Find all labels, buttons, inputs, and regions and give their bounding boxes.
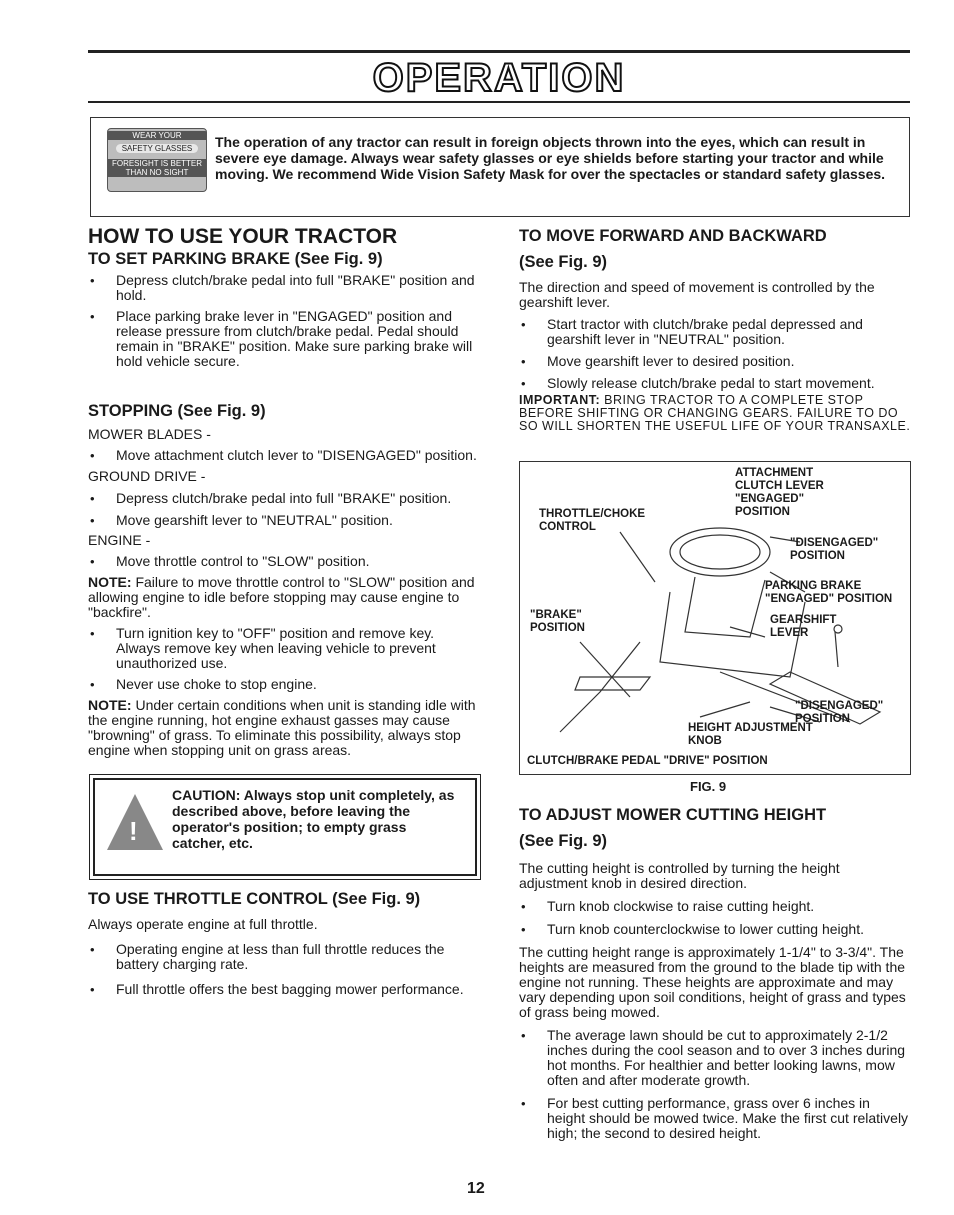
list-item: • Move throttle control to "SLOW" position. xyxy=(88,554,480,569)
list-item: • Depress clutch/brake pedal into full "BRAKE" position and hold. xyxy=(88,273,480,303)
label-attachment-lever: ATTACHMENT CLUTCH LEVER "ENGAGED" POSITION xyxy=(735,467,824,518)
list-item: • Place parking brake lever in "ENGAGED" position and release pressure from clutch/brake pedal. Pedal should remain in "BRAKE" position. Make sure parking brake will hold vehicle secure. xyxy=(88,309,480,369)
note-text: Under certain conditions when unit is standing idle with the engine running, hot engine exhaust gasses may cause "browning" of grass. To eliminate this possibility, always stop engine when stopping unit on grass areas. xyxy=(88,697,476,758)
safety-icon-line1: WEAR YOUR xyxy=(108,131,206,140)
list-item: • Full throttle offers the best bagging mower performance. xyxy=(88,982,480,997)
list-item: • Move attachment clutch lever to "DISENGAGED" position. xyxy=(88,448,480,463)
label-brake-position: "BRAKE" POSITION xyxy=(530,609,585,634)
pedal-arm-shape xyxy=(560,642,640,732)
list-item: • Operating engine at less than full throttle reduces the battery charging rate. xyxy=(88,942,480,972)
safety-icon-line3: FORESIGHT IS BETTER THAN NO SIGHT xyxy=(108,159,206,177)
note-text: Failure to move throttle control to "SLOW" position and allowing engine to idle before stopping may cause engine to "backfire". xyxy=(88,574,475,620)
how-to-use-heading: HOW TO USE YOUR TRACTOR xyxy=(88,225,398,248)
page-title: OPERATION xyxy=(372,56,626,100)
header-rule-top xyxy=(88,50,910,53)
header-rule-bottom xyxy=(88,101,910,103)
safety-icon-line2: SAFETY GLASSES xyxy=(116,144,198,153)
important-label: IMPORTANT: xyxy=(519,393,601,407)
list-item: • The average lawn should be cut to approximately 2-1/2 inches during the cool season and to over 3 inches during hot months. For healthier and better looking lawns, mow often and after moderate growth. xyxy=(519,1028,911,1088)
label-parking-brake: PARKING BRAKE "ENGAGED" POSITION xyxy=(765,580,893,605)
note-label: NOTE: xyxy=(88,697,132,713)
list-item: • Move gearshift lever to desired position. xyxy=(519,354,911,369)
stopping-heading: STOPPING (See Fig. 9) xyxy=(88,402,266,420)
list-item: • Turn knob clockwise to raise cutting height. xyxy=(519,899,911,914)
figure-9 xyxy=(519,461,911,775)
list-item: • Turn knob counterclockwise to lower cutting height. xyxy=(519,922,911,937)
label-gearshift-lever: GEARSHIFT LEVER xyxy=(770,614,837,639)
note-exhaust xyxy=(88,698,480,758)
move-section xyxy=(519,226,911,433)
label-disengaged-gearshift: "DISENGAGED" POSITION xyxy=(795,700,884,725)
label-disengaged-attachment: "DISENGAGED" POSITION xyxy=(790,537,879,562)
important-note xyxy=(519,394,911,433)
move-heading-line2: (See Fig. 9) xyxy=(519,253,608,271)
move-heading-line1: TO MOVE FORWARD AND BACKWARD xyxy=(519,227,827,245)
list-item: • Never use choke to stop engine. xyxy=(88,677,480,692)
stopping-section xyxy=(88,401,480,758)
engine-label: ENGINE - xyxy=(88,532,151,548)
parking-brake-heading: TO SET PARKING BRAKE (See Fig. 9) xyxy=(88,250,383,268)
parking-list xyxy=(88,273,480,369)
cutting-intro: The cutting height is controlled by turning the height adjustment knob in desired direction. xyxy=(519,860,840,891)
dash-panel-shape xyxy=(685,577,765,637)
cutting-heading-line2: (See Fig. 9) xyxy=(519,832,608,850)
left-column xyxy=(88,225,480,369)
list-item: • Depress clutch/brake pedal into full "BRAKE" position. xyxy=(88,491,480,506)
note-failure xyxy=(88,575,480,620)
cutting-range: The cutting height range is approximately 1-1/4" to 3-3/4". The heights are measured from the ground to the blade tip with the engine not running. These heights are approximate and may vary depending upon soil conditions, height of grass and types of grass being mowed. xyxy=(519,944,906,1020)
label-throttle-choke: THROTTLE/CHOKE CONTROL xyxy=(539,508,646,533)
ground-drive-label: GROUND DRIVE - xyxy=(88,468,206,484)
move-intro: The direction and speed of movement is controlled by the gearshift lever. xyxy=(519,279,875,310)
throttle-heading: TO USE THROTTLE CONTROL (See Fig. 9) xyxy=(88,890,421,908)
note-label: NOTE: xyxy=(88,574,132,590)
caution-inner-border xyxy=(93,778,477,876)
safety-glasses-icon xyxy=(107,128,207,192)
list-item: • Start tractor with clutch/brake pedal depressed and gearshift lever in "NEUTRAL" position. xyxy=(519,317,911,347)
figure-caption: FIG. 9 xyxy=(690,779,727,794)
mower-blades-label: MOWER BLADES - xyxy=(88,426,211,442)
throttle-section xyxy=(88,889,480,997)
list-item: • Move gearshift lever to "NEUTRAL" position. xyxy=(88,513,480,528)
important-text: BRING TRACTOR TO A COMPLETE STOP BEFORE SHIFTING OR CHANGING GEARS. FAILURE TO DO SO WILL SHORTEN THE USEFUL LIFE OF YOUR TRANSAXLE. xyxy=(519,393,911,433)
list-item: • Turn ignition key to "OFF" position and remove key. Always remove key when leaving vehicle to prevent unauthorized use. xyxy=(88,626,480,671)
caution-box xyxy=(89,774,481,880)
list-item: • Slowly release clutch/brake pedal to start movement. xyxy=(519,376,911,391)
list-item: • For best cutting performance, grass over 6 inches in height should be mowed twice. Make the first cut relatively high; the second to desired height. xyxy=(519,1096,911,1141)
throttle-intro: Always operate engine at full throttle. xyxy=(88,916,318,932)
safety-notice-text: The operation of any tractor can result in foreign objects thrown into the eyes, which can result in severe eye damage. Always wear safety glasses or eye shields before starting your tractor and while moving. We recommend Wide Vision Safety Mask for over the spectacles or standard safety glasses. xyxy=(215,134,886,182)
page-number: 12 xyxy=(467,1180,485,1197)
cutting-heading-line1: TO ADJUST MOWER CUTTING HEIGHT xyxy=(519,806,827,824)
label-height-knob: HEIGHT ADJUSTMENT KNOB xyxy=(688,722,813,747)
label-clutch-pedal: CLUTCH/BRAKE PEDAL "DRIVE" POSITION xyxy=(527,755,768,767)
exclamation-icon: ! xyxy=(129,816,138,846)
cutting-height-section xyxy=(519,805,911,1141)
caution-text: CAUTION: Always stop unit completely, as described above, before leaving the operator's position; to empty grass catcher, etc. xyxy=(172,787,455,851)
